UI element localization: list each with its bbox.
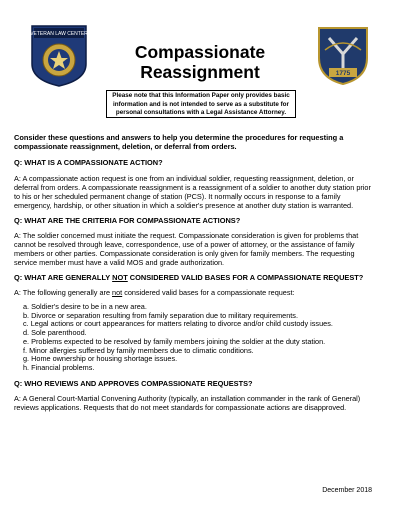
crest-year: 1775 bbox=[335, 70, 351, 77]
question-4: Q: WHO REVIEWS AND APPROVES COMPASSIONATE REQUESTS? bbox=[14, 378, 253, 388]
question-3-not: NOT bbox=[112, 272, 128, 282]
list-item: b. Divorce or separation resulting from family separation due to military requirements. bbox=[23, 310, 298, 320]
army-jag-crest-icon bbox=[315, 24, 371, 86]
question-3 bbox=[14, 273, 376, 282]
list-item: d. Sole parenthood. bbox=[23, 328, 87, 338]
footer-date: December 2018 bbox=[322, 487, 372, 494]
invalid-bases-list bbox=[14, 303, 376, 373]
list-item: g. Home ownership or housing shortage issues. bbox=[23, 354, 178, 364]
answer-3 bbox=[14, 288, 376, 297]
title-line-1: Compassionate bbox=[134, 42, 266, 62]
main-content bbox=[14, 133, 376, 418]
seal-caption: VETERAN LAW CENTER bbox=[30, 31, 88, 37]
answer-1: A: A compassionate action request is one from an individual soldier, requesting reassignment, deletion, or deferral from orders. A compassionate reassignment is a reassignment of a soldier to another duty station prior to his or her scheduled permanent change of station (PCS). It normally occurs in response to a family emergency, hardship, or other situation in which a soldier's presence at another duty station is warranted. bbox=[14, 173, 371, 210]
question-3-pre: Q: WHAT ARE GENERALLY bbox=[14, 272, 113, 282]
list-item: f. Minor allergies suffered by family members due to climatic conditions. bbox=[23, 345, 254, 355]
page-title bbox=[110, 42, 290, 82]
list-item: c. Legal actions or court appearances for matters relating to divorce and/or child custody issues. bbox=[23, 319, 333, 329]
list-item: e. Problems expected to be resolved by family members joining the soldier at the duty station. bbox=[23, 336, 326, 346]
disclaimer-notice: Please note that this Information Paper only provides basic information and is not intended to serve as a substitute for personal consultations with a Legal Assistance Attorney. bbox=[106, 90, 296, 118]
list-item: a. Soldier's desire to be in a new area. bbox=[23, 302, 147, 312]
veteran-law-center-seal-icon bbox=[30, 24, 88, 88]
answer-3-pre: A: The following generally are bbox=[14, 288, 113, 298]
title-line-2: Reassignment bbox=[140, 62, 260, 82]
answer-2: A: The soldier concerned must initiate the request. Compassionate consideration is given for problems that cannot be resolved through leave, correspondence, use of a power of attorney, or the assistance of family members or other parties. Compassionate consideration is only given for family members. The requesting service member must have a valid MOS and grade authorization. bbox=[14, 230, 359, 267]
answer-3-post: considered valid bases for a compassionate request: bbox=[122, 288, 295, 298]
intro-paragraph: Consider these questions and answers to help you determine the procedures for requesting a compassionate reassignment, deletion, or deferral from orders. bbox=[14, 133, 344, 152]
answer-4: A: A General Court-Martial Convening Authority (typically, an installation commander in the rank of General) reviews applications. Requests that do not meet standards for compassionate actions are disapproved. bbox=[14, 393, 361, 412]
question-3-post: CONSIDERED VALID BASES FOR A COMPASSIONATE REQUEST? bbox=[127, 272, 364, 282]
answer-3-not: not bbox=[112, 288, 123, 298]
list-item: h. Financial problems. bbox=[23, 362, 95, 372]
question-1: Q: WHAT IS A COMPASSIONATE ACTION? bbox=[14, 158, 163, 168]
question-2: Q: WHAT ARE THE CRITERIA FOR COMPASSIONATE ACTIONS? bbox=[14, 215, 241, 225]
